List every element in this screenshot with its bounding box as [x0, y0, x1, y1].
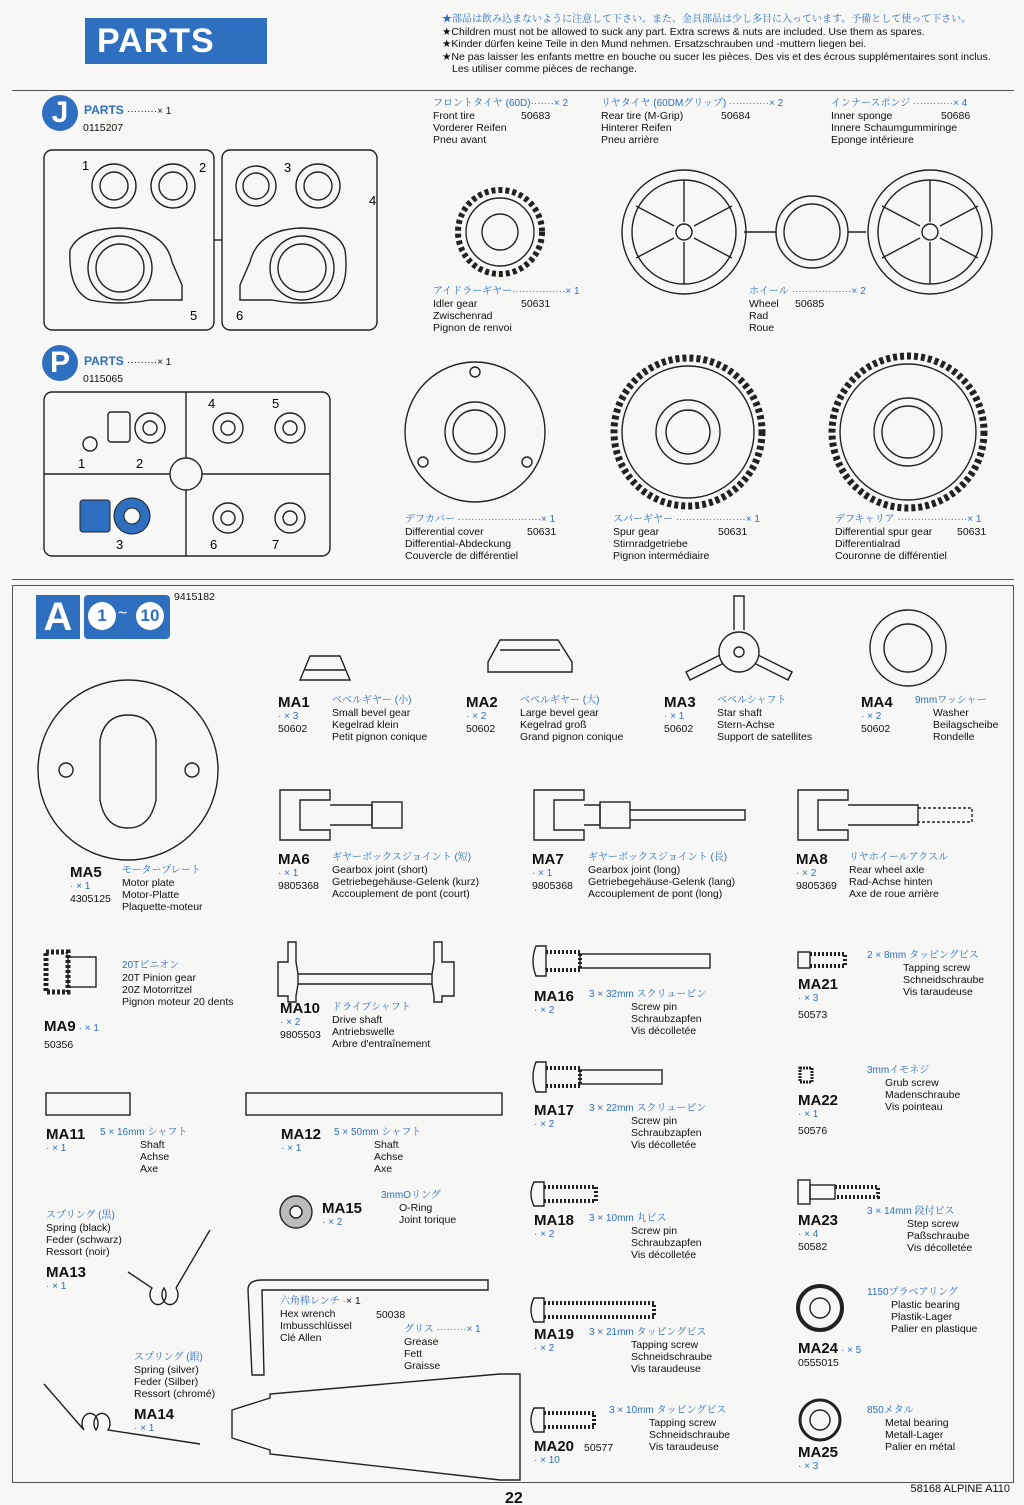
sprue-p-code: 0115065 — [83, 373, 124, 385]
diff-spur-label: デフキャリア ·····················× 1 Differential spur gear 50631 Differentialrad Couronne de différentiel — [835, 514, 987, 562]
part-ma14-desc: スプリング (銀) Spring (silver) Feder (Silber) Ressort (chromé) — [134, 1352, 216, 1400]
step-start: 1 — [88, 602, 116, 630]
part-ma20-desc: 3 × 10mm タッピングビス Tapping screw Schneidschraube Vis taraudeuse — [609, 1405, 731, 1453]
part-ma7: MA7 · × 1 9805368 — [532, 851, 573, 892]
grease-desc: グリス ·········× 1 Grease Fett Graisse — [404, 1324, 481, 1372]
sprue-p-num-4: 4 — [208, 396, 216, 411]
sprue-p-label: PARTS ·········× 1 — [84, 354, 172, 368]
part-ma21-desc: 2 × 8mm タッピングビス Tapping screw Schneidschraube Vis taraudeuse — [867, 950, 985, 998]
sprue-p-num-2: 2 — [136, 456, 144, 471]
idler-gear-label: アイドラーギヤー················× 1 Idler gear 50631 Zwischenrad Pignon de renvoi — [433, 286, 580, 334]
part-ma25-desc: 850メタル Metal bearing Metall-Lager Palier en métal — [867, 1405, 956, 1453]
inner-sponge-label: インナースポンジ ············× 4 Inner sponge 50686 Innere Schaumgummiringe Eponge intérieure — [831, 98, 971, 146]
sprue-j-code: 0115207 — [83, 122, 124, 134]
part-ma17: MA17 · × 2 — [534, 1102, 575, 1131]
sprue-j-letter: J — [42, 95, 78, 131]
part-ma10: MA10 · × 2 9805503 — [280, 1000, 321, 1041]
part-ma24-desc: 1150プラベアリング Plastic bearing Plastik-Lager Palier en plastique — [867, 1287, 978, 1335]
sprue-p-num-5: 5 — [272, 396, 280, 411]
sprue-j-num-4: 4 — [369, 193, 377, 208]
part-ma13-desc: スプリング (黒) Spring (black) Feder (schwarz) Ressort (noir) — [46, 1210, 122, 1258]
part-ma16-desc: 3 × 32mm スクリューピン Screw pin Schraubzapfen Vis décolletée — [589, 989, 707, 1037]
part-ma22: MA22 · × 1 50576 — [798, 1092, 839, 1137]
part-ma23: MA23 · × 4 50582 — [798, 1212, 839, 1253]
sprue-p-letter: P — [42, 345, 78, 381]
part-ma11-desc: 5 × 16mm シャフト Shaft Achse Axe — [100, 1127, 188, 1175]
sprue-j-label: PARTS ·········× 1 — [84, 103, 172, 117]
warning-jp: ★部品は飲み込まないように注意して下さい。また、金具部品は少し多目に入っています。予備として使って下さい。 — [442, 14, 972, 25]
part-ma9: MA9 · × 1 50356 — [44, 1018, 99, 1052]
page-number: 22 — [505, 1490, 523, 1505]
part-ma3: MA3 · × 1 50602 — [664, 694, 696, 735]
hex-wrench-desc: 六角棒レンチ ·× 1 50038 Hex wrench Imbusschlüssel Clé Allen — [280, 1295, 406, 1344]
wheel-label: ホイール ··················× 2 Wheel 50685 Rad Roue — [749, 286, 866, 334]
part-ma16: MA16 · × 2 — [534, 988, 575, 1017]
part-ma14: MA14 · × 1 — [134, 1406, 175, 1435]
sprue-p-num-1: 1 — [78, 456, 86, 471]
part-ma7-desc: ギヤーボックスジョイント (長) Gearbox joint (long) Getriebegehäuse-Gelenk (lang) Accouplement de pont (long) — [588, 852, 736, 900]
part-ma13: MA13 · × 1 — [46, 1264, 87, 1293]
part-ma15-desc: 3mmOリング O-Ring Joint torique — [381, 1190, 457, 1226]
step-end: 10 — [136, 602, 164, 630]
part-ma11: MA11 · × 1 — [46, 1126, 86, 1155]
part-ma23-desc: 3 × 14mm 段付ビス Step screw Paßschraube Vis décolletée — [867, 1206, 973, 1254]
warning-en: ★Children must not be allowed to suck any part. Extra screws & nuts are included. Use them as spares. — [442, 26, 925, 39]
part-ma6-desc: ギヤーボックスジョイント (短) Gearbox joint (short) Getriebegehäuse-Gelenk (kurz) Accouplement de pont (court) — [332, 852, 480, 900]
sprue-p-num-3: 3 — [116, 537, 124, 552]
part-ma19-desc: 3 × 21mm タッピングビス Tapping screw Schneidschraube Vis taraudeuse — [589, 1327, 713, 1375]
part-ma10-desc: ドライブシャフト Drive shaft Antriebswelle Arbre d'entraînement — [332, 1002, 431, 1050]
part-ma17-desc: 3 × 22mm スクリューピン Screw pin Schraubzapfen Vis décolletée — [589, 1103, 707, 1151]
part-ma3-desc: ベベルシャフト Star shaft Stern-Achse Support de satellites — [717, 695, 813, 743]
part-ma25: MA25 · × 3 — [798, 1444, 839, 1473]
sprue-j-num-1: 1 — [82, 158, 90, 173]
part-ma24: MA24 · × 5 0555015 — [798, 1340, 862, 1370]
part-ma1: MA1 · × 3 50602 — [278, 694, 310, 735]
sprue-j-num-3: 3 — [284, 160, 292, 175]
part-ma22-desc: 3mmイモネジ Grub screw Madenschraube Vis pointeau — [867, 1065, 961, 1113]
bag-a-letter: A — [36, 595, 80, 639]
step-tilde: ~ — [118, 605, 128, 622]
part-ma4: MA4 · × 2 50602 — [861, 694, 893, 735]
part-ma20: MA20 50577 · × 10 — [534, 1438, 614, 1467]
sprue-j-num-5: 5 — [190, 308, 198, 323]
sprue-j-num-6: 6 — [236, 308, 244, 323]
warning-fr: ★Ne pas laisser les enfants mettre en bouche ou sucer les pièces. Des vis et des écrous supplémentaires sont inclus. — [442, 50, 991, 63]
parts-banner: PARTS — [85, 18, 267, 64]
part-ma21: MA21 · × 3 50573 — [798, 976, 839, 1021]
part-ma1-desc: ベベルギヤー (小) Small bevel gear Kegelrad klein Petit pignon conique — [332, 695, 428, 743]
part-ma12: MA12 · × 1 — [281, 1126, 322, 1155]
part-ma2: MA2 · × 2 50602 — [466, 694, 498, 735]
part-ma18: MA18 · × 2 — [534, 1212, 575, 1241]
model-footer: 58168 ALPINE A110 — [910, 1483, 1010, 1495]
sprue-j-num-2: 2 — [199, 160, 207, 175]
rear-tire-label: リヤタイヤ (60DMグリップ) ············× 2 Rear tire (M-Grip) 50684 Hinterer Reifen Pneu arrière — [601, 98, 784, 146]
part-ma5: MA5 · × 1 4305125 — [70, 864, 111, 905]
part-ma4-desc: 9mmワッシャー Washer Beilagscheibe Rondelle — [915, 695, 999, 743]
part-ma19: MA19 · × 2 — [534, 1326, 575, 1355]
part-ma6: MA6 · × 1 9805368 — [278, 851, 319, 892]
front-tire-label: フロントタイヤ (60D)·······× 2 Front tire 50683 Vorderer Reifen Pneu avant — [433, 98, 569, 146]
part-ma12-desc: 5 × 50mm シャフト Shaft Achse Axe — [334, 1127, 422, 1175]
part-ma18-desc: 3 × 10mm 丸ビス Screw pin Schraubzapfen Vis décolletée — [589, 1213, 702, 1261]
sprue-p-num-6: 6 — [210, 537, 218, 552]
bag-a-code: 9415182 — [174, 591, 215, 603]
part-ma8: MA8 · × 2 9805369 — [796, 851, 837, 892]
part-ma8-desc: リヤホイールアクスル Rear wheel axle Rad-Achse hinten Axe de roue arrière — [849, 852, 949, 900]
part-ma15: MA15 · × 2 — [322, 1200, 363, 1229]
spur-gear-label: スパーギヤー ·····················× 1 Spur gear 50631 Stirnradgetriebe Pignon intermédiaire — [613, 514, 760, 562]
diff-cover-label: デフカバー ·························× 1 Differential cover 50631 Differential-Abdeckung Couvercle de différentiel — [405, 514, 557, 562]
part-ma2-desc: ベベルギヤー (大) Large bevel gear Kegelrad groß Grand pignon conique — [520, 695, 624, 743]
warning-fr-2: Les utiliser comme pièces de rechange. — [452, 62, 638, 75]
part-ma5-desc: モータープレート Motor plate Motor-Platte Plaquette-moteur — [122, 865, 203, 913]
part-ma9-desc: 20Tピニオン 20T Pinion gear 20Z Motorritzel Pignon moteur 20 dents — [122, 960, 234, 1008]
warning-de: ★Kinder dürfen keine Teile in den Mund nehmen. Ersatzschrauben und -muttern liegen bei. — [442, 38, 867, 51]
sprue-p-num-7: 7 — [272, 537, 280, 552]
